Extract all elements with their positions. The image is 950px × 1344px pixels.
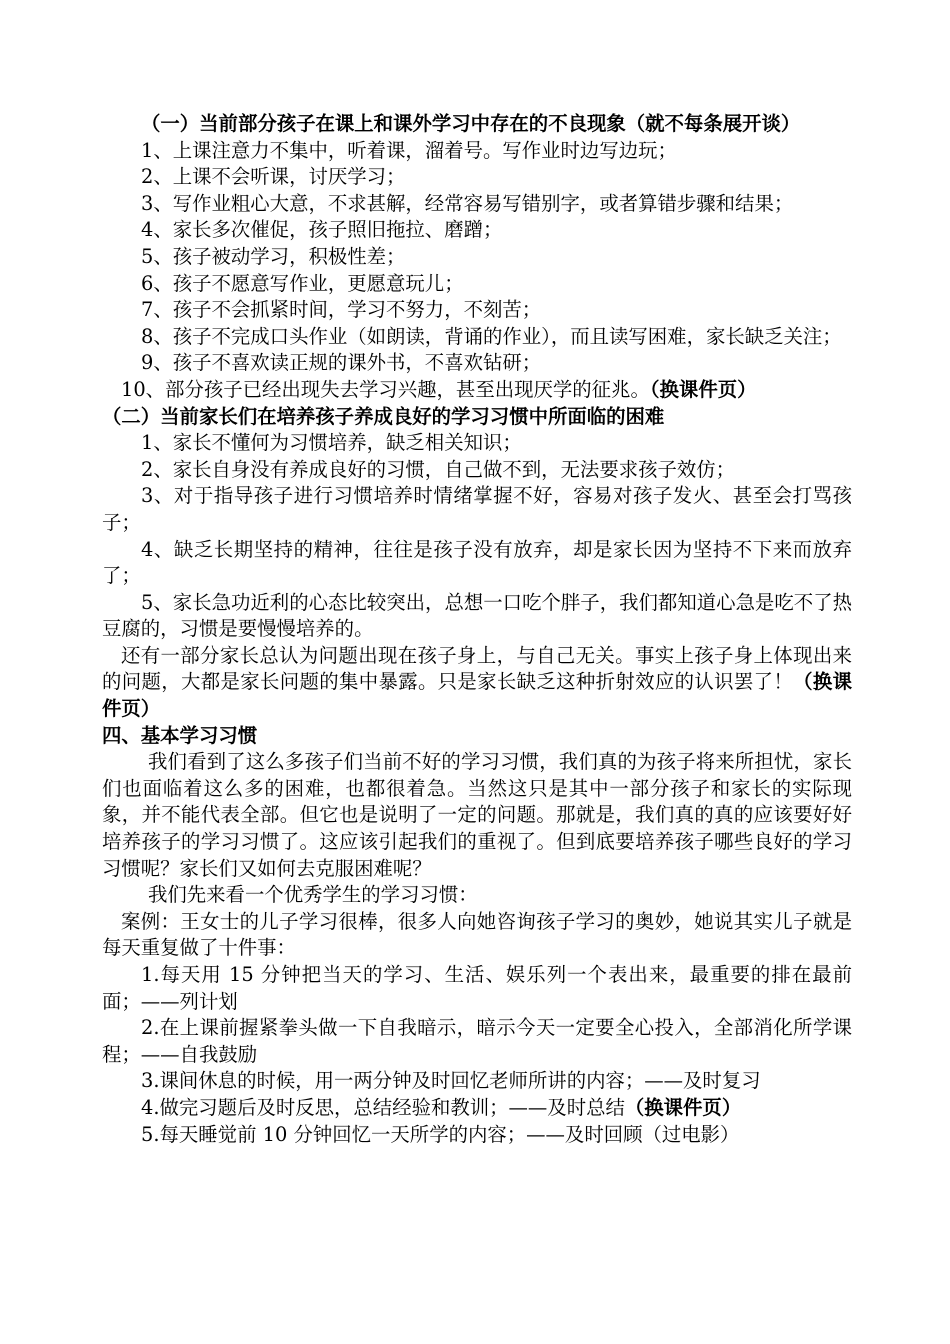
slide-change-note: （换课件页）: [102, 670, 853, 721]
list-item: 9、孩子不喜欢读正规的课外书，不喜欢钻研；: [141, 351, 542, 375]
list-item: 3、对于指导孩子进行习惯培养时情绪掌握不好，容易对孩子发火、甚至会打骂孩子；: [102, 484, 852, 534]
list-item: 4、缺乏长期坚持的精神，往往是孩子没有放弃，却是家长因为坚持不下来而放弃了；: [102, 537, 852, 588]
list-item: 2、上课不会听课，讨厌学习；: [141, 165, 406, 189]
list-item: [102, 377, 852, 404]
list-item: 5、孩子被动学习，积极性差；: [141, 244, 406, 268]
list-item: 3.课间休息的时候，用一两分钟及时回忆老师所讲的内容；——及时复习: [141, 1069, 761, 1093]
list-item: 8、孩子不完成口头作业（如朗读，背诵的作业），而且读写困难，家长缺乏关注；: [141, 324, 842, 348]
paragraph: 我们先来看一个优秀学生的学习习惯：: [148, 883, 478, 907]
list-item: 5.每天睡觉前 10 分钟回忆一天所学的内容；——及时回顾（过电影）: [141, 1122, 740, 1146]
list-item: 2.在上课前握紧拳头做一下自我暗示，暗示今天一定要全心投入，全部消化所学课程；——自我鼓励: [102, 1016, 852, 1066]
habit4-text: 4.做完习题后及时反思，总结经验和教训；——及时总结: [141, 1095, 625, 1119]
list-item: 2、家长自身没有养成良好的习惯，自己做不到，无法要求孩子效仿；: [141, 457, 736, 481]
section2-closing: [102, 643, 852, 723]
list-item: 5、家长急功近利的心态比较突出，总想一口吃个胖子，我们都知道心急是吃不了热豆腐的，习惯是要慢慢培养的。: [102, 590, 852, 641]
case-paragraph: 案例：王女士的儿子学习很棒，很多人向她咨询孩子学习的奥妙，她说其实儿子就是每天重复做了十件事：: [102, 909, 852, 960]
list-item: 1、家长不懂何为习惯培养，缺乏相关知识；: [141, 431, 522, 455]
section1-heading: （一）当前部分孩子在课上和课外学习中存在的不良现象（就不每条展开谈）: [141, 112, 801, 135]
paragraph: 我们看到了这么多孩子们当前不好的学习习惯，我们真的为孩子将来所担忧，家长们也面临着这么多的困难，也都很着急。当然这只是其中一部分孩子和家长的实际现象，并不能代表全部。但它也是说明了一定的问题。那就是，我们真的真的应该要好好培养孩子的学习习惯了。这应该引起我们的重视了。但到底要培养孩子哪些良好的学习习惯呢？家长们又如何去克服困难呢？: [102, 750, 852, 880]
document-body: [102, 111, 852, 1148]
section4-heading: 四、基本学习习惯: [102, 723, 258, 747]
list-item: 4、家长多次催促，孩子照旧拖拉、磨蹭；: [141, 218, 503, 242]
list-item: [102, 1095, 852, 1122]
list-item: 3、写作业粗心大意，不求甚解，经常容易写错别字，或者算错步骤和结果；: [141, 191, 794, 215]
list-item: 1、上课注意力不集中，听着课，溜着号。写作业时边写边玩；: [141, 138, 677, 162]
slide-change-note: （换课件页）: [649, 377, 757, 401]
item10-text: 10、部分孩子已经出现失去学习兴趣，甚至出现厌学的征兆。: [121, 377, 650, 401]
section2-heading: （二）当前家长们在培养孩子养成良好的学习习惯中所面临的困难: [102, 404, 665, 428]
list-item: 1.每天用 15 分钟把当天的学习、生活、娱乐列一个表出来，最重要的排在最前面；——列计划: [102, 963, 852, 1013]
list-item: 7、孩子不会抓紧时间，学习不努力，不刻苦；: [141, 298, 542, 322]
closing-text: 还有一部分家长总认为问题出现在孩子身上，与自己无关。事实上孩子身上体现出来的问题，大都是家长问题的集中暴露。只是家长缺乏这种折射效应的认识罢了！: [102, 643, 852, 694]
list-item: 6、孩子不愿意写作业，更愿意玩儿；: [141, 271, 464, 295]
slide-change-note: （换课件页）: [624, 1095, 742, 1119]
